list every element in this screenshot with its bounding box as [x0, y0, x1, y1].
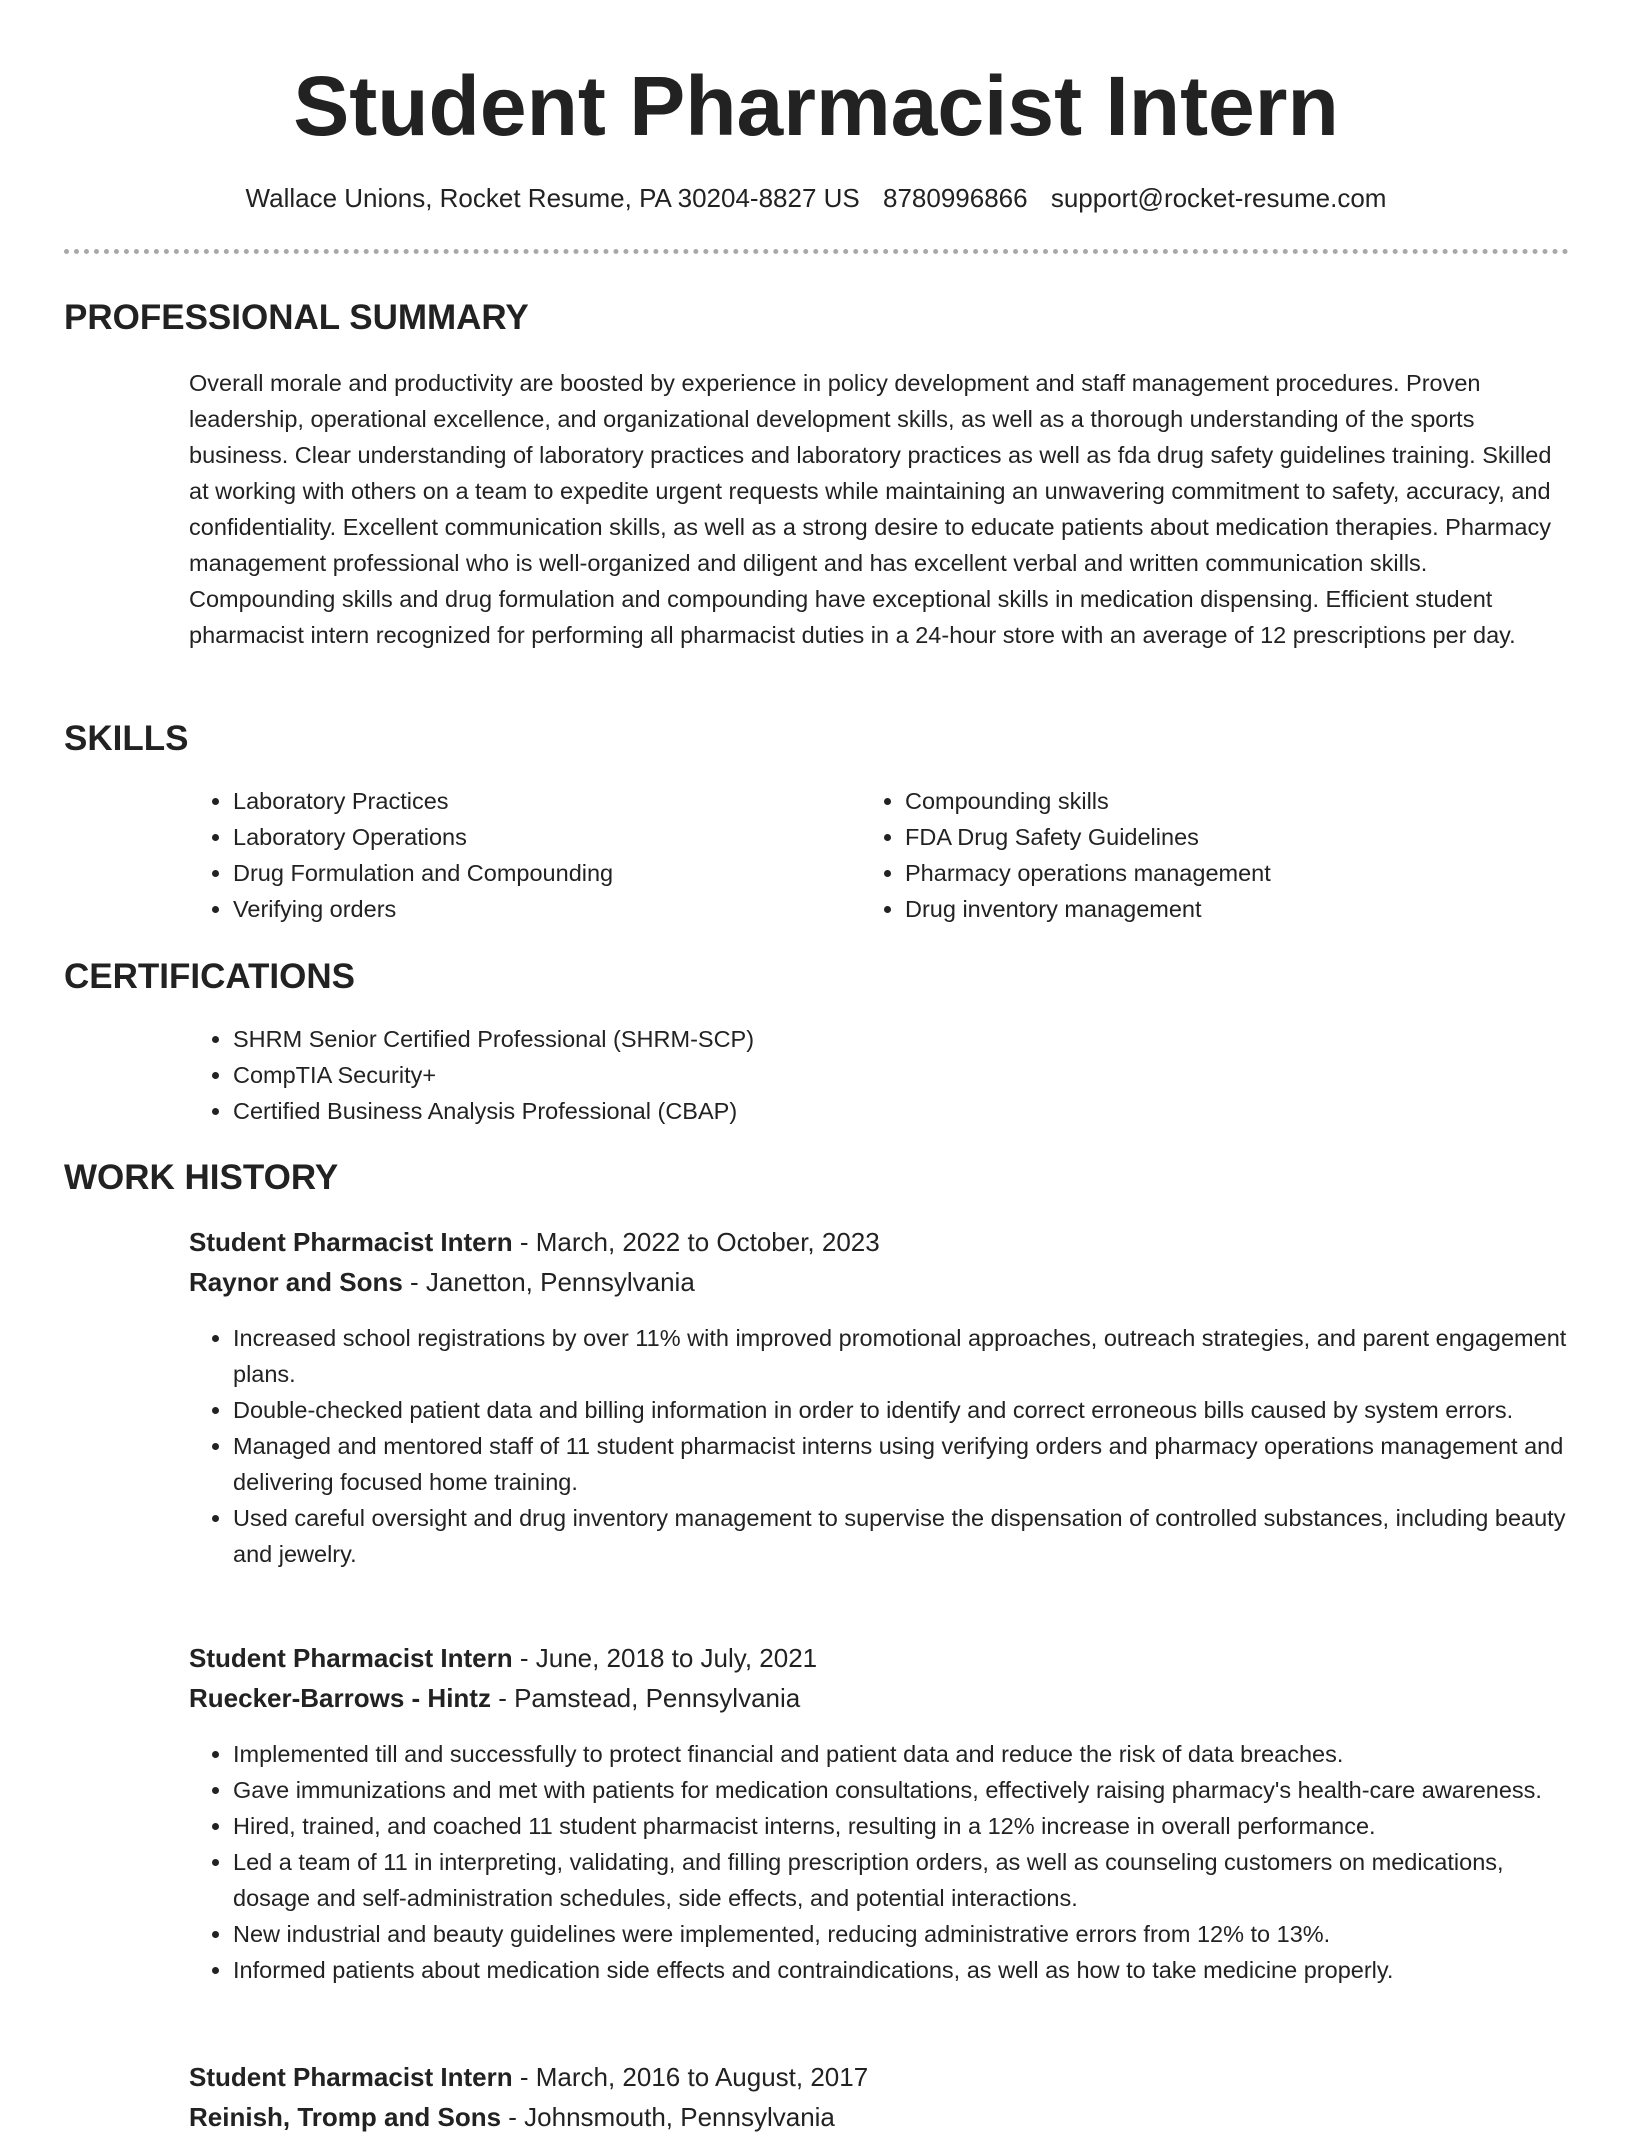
contact-address: Wallace Unions, Rocket Resume, PA 30204-8827 US [245, 183, 860, 213]
job-title-line [189, 1640, 817, 1676]
skills-heading: SKILLS [64, 719, 189, 758]
work-history-heading: WORK HISTORY [64, 1158, 339, 1197]
job-dates: - March, 2016 to August, 2017 [512, 2062, 869, 2092]
job-bullets [189, 1320, 1569, 1572]
resume-name: Student Pharmacist Intern [293, 59, 1339, 153]
job-bullet: • Hired, trained, and coached 11 student pharmacist interns, resulting in a 12% increase in overall performance. [233, 1808, 1569, 1844]
job-company: Ruecker-Barrows - Hintz [189, 1683, 491, 1713]
summary-text: Overall morale and productivity are boosted by experience in policy development and staff management procedures. Proven leadership, operational excellence, and organizational development skills, as well as a thorough understanding of the sports business. Clear understanding of laboratory practices and laboratory practices as well as fda drug safety guidelines training. Skilled at working with others on a team to expedite urgent requests while maintaining an unwavering commitment to safety, accuracy, and confidentiality. Excellent communication skills, as well as a strong desire to educate patients about medication therapies. Pharmacy management professional who is well-organized and diligent and has excellent verbal and written communication skills. Compounding skills and drug formulation and compounding have exceptional skills in medication dispensing. Efficient student pharmacist intern recognized for performing all pharmacist duties in a 24-hour store with an average of 12 prescriptions per day. [189, 370, 1552, 648]
job-bullet: • Led a team of 11 in interpreting, validating, and filling prescription orders, as well as counseling customers on medications, dosage and self-administration schedules, side effects, and potential interactions. [233, 1844, 1569, 1916]
job-company: Reinish, Tromp and Sons [189, 2102, 502, 2132]
certifications-heading: CERTIFICATIONS [64, 957, 356, 996]
contact-phone: 8780996866 [882, 183, 1028, 213]
skill-item: • Pharmacy operations management [905, 855, 1565, 891]
header-divider [64, 249, 1569, 254]
skills-list-right [861, 783, 1565, 927]
job-location: - Janetton, Pennsylvania [402, 1267, 695, 1297]
job-title: Student Pharmacist Intern [189, 1643, 513, 1673]
certification-item: • Certified Business Analysis Professional (CBAP) [233, 1093, 1533, 1129]
job-bullet: • Double-checked patient data and billing information in order to identify and correct erroneous bills caused by system errors. [233, 1392, 1569, 1428]
job-location: - Pamstead, Pennsylvania [490, 1683, 801, 1713]
job-company-line [189, 1264, 695, 1300]
job-title: Student Pharmacist Intern [189, 1227, 513, 1257]
contact-line [0, 180, 1632, 216]
job-bullet: • Used careful oversight and drug inventory management to supervise the dispensation of controlled substances, including beauty and jewelry. [233, 1500, 1569, 1572]
certification-item: • SHRM Senior Certified Professional (SHRM-SCP) [233, 1021, 1533, 1057]
job-company-line [189, 2099, 835, 2135]
skill-item: • Laboratory Practices [233, 783, 833, 819]
job-title-line [189, 2059, 868, 2095]
job-bullet: • Managed and mentored staff of 11 student pharmacist interns using verifying orders and pharmacy operations management and delivering focused home training. [233, 1428, 1569, 1500]
job-title: Student Pharmacist Intern [189, 2062, 513, 2092]
skill-item: • Drug Formulation and Compounding [233, 855, 833, 891]
job-bullets [189, 1736, 1569, 1988]
job-bullet: • Informed patients about medication side effects and contraindications, as well as how to take medicine properly. [233, 1952, 1569, 1988]
job-bullet: • Gave immunizations and met with patients for medication consultations, effectively raising pharmacy's health-care awareness. [233, 1772, 1569, 1808]
certification-item: • CompTIA Security+ [233, 1057, 1533, 1093]
skill-item: • Laboratory Operations [233, 819, 833, 855]
job-bullet: • New industrial and beauty guidelines were implemented, reducing administrative errors from 12% to 13%. [233, 1916, 1569, 1952]
skills-list-left [189, 783, 833, 927]
job-title-line [189, 1224, 880, 1260]
job-company-line [189, 1680, 800, 1716]
job-company: Raynor and Sons [189, 1267, 403, 1297]
job-location: - Johnsmouth, Pennsylvania [501, 2102, 835, 2132]
certifications-list [189, 1021, 1533, 1129]
skill-item: • FDA Drug Safety Guidelines [905, 819, 1565, 855]
job-dates: - March, 2022 to October, 2023 [512, 1227, 880, 1257]
contact-email: support@rocket-resume.com [1050, 183, 1387, 213]
job-bullet: • Implemented till and successfully to protect financial and patient data and reduce the risk of data breaches. [233, 1736, 1569, 1772]
job-bullet: • Increased school registrations by over 11% with improved promotional approaches, outreach strategies, and parent engagement plans. [233, 1320, 1569, 1392]
job-dates: - June, 2018 to July, 2021 [512, 1643, 818, 1673]
summary-heading: PROFESSIONAL SUMMARY [64, 298, 529, 337]
skill-item: • Drug inventory management [905, 891, 1565, 927]
skill-item: • Verifying orders [233, 891, 833, 927]
skill-item: • Compounding skills [905, 783, 1565, 819]
